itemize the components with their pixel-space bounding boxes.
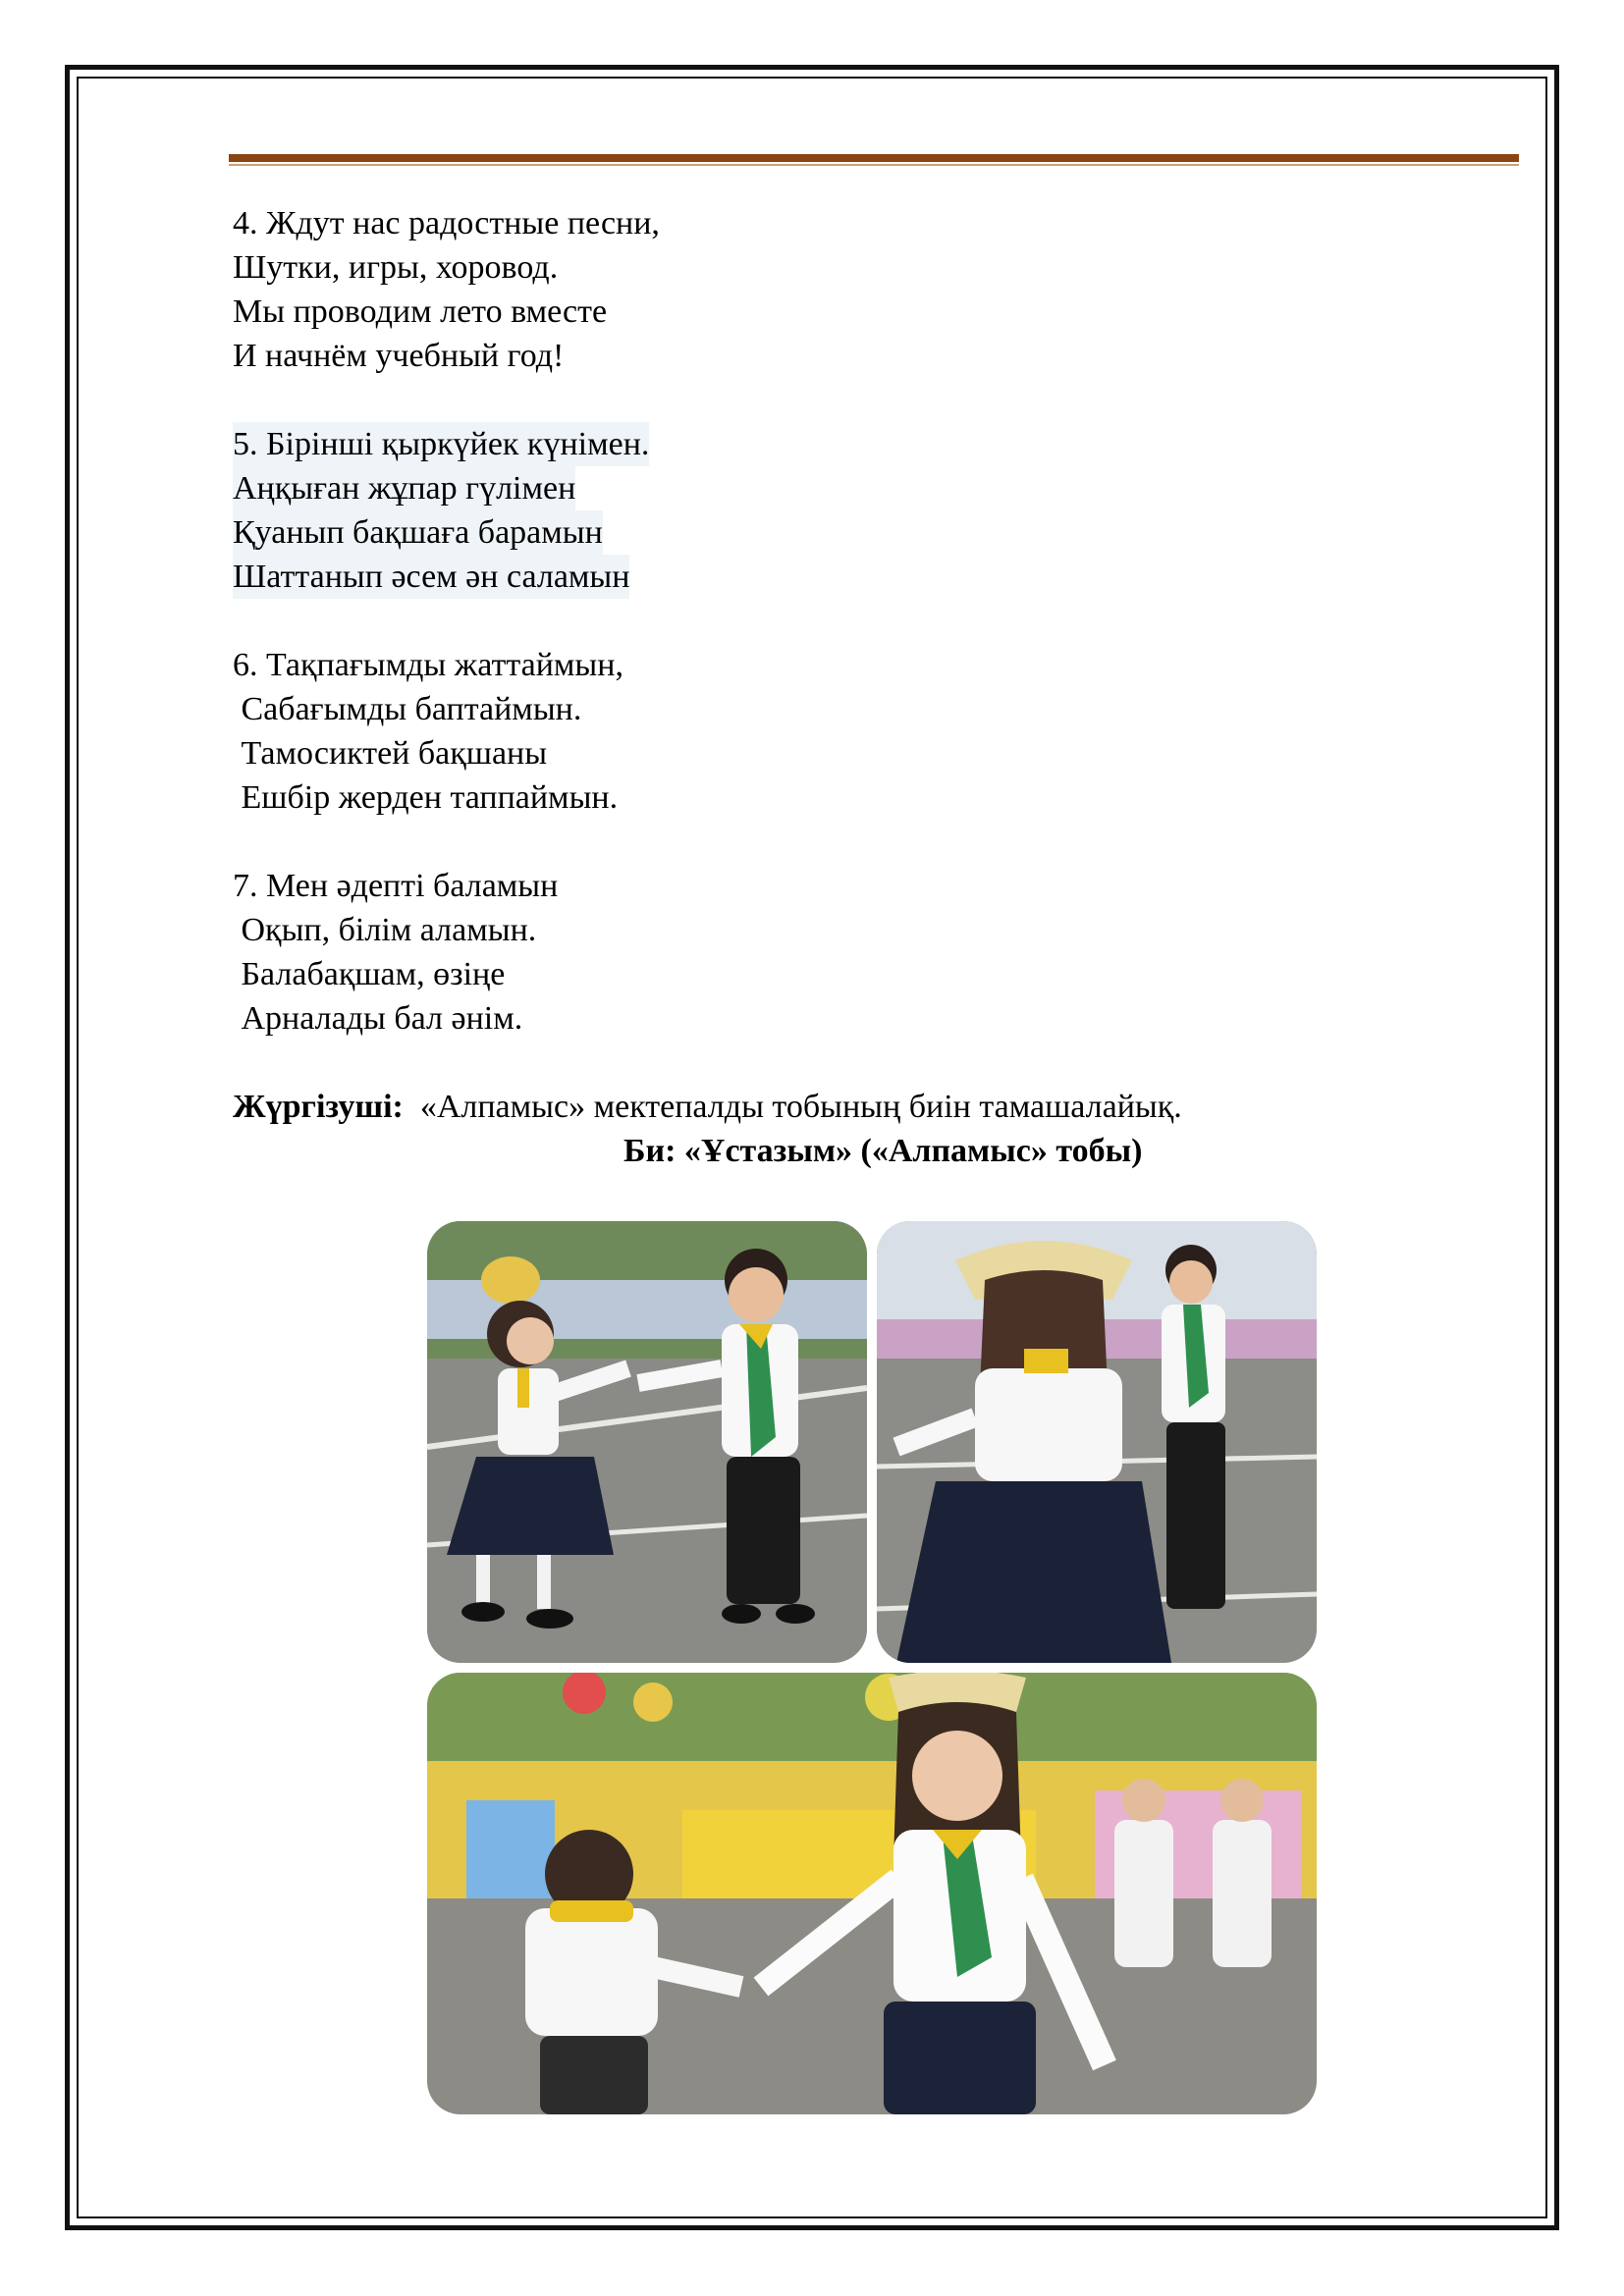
dance-photo-3 (427, 1673, 1317, 2114)
stanza-5 (233, 422, 1499, 599)
document-body (233, 201, 1499, 1173)
stanza-6 (233, 643, 1499, 820)
stanza-line: Балабақшам, өзіңе (233, 956, 506, 992)
header-rule (229, 154, 1519, 162)
stanza-line: 7. Мен әдепті баламын (233, 868, 559, 904)
stanza-line: Мы проводим лето вместе (233, 294, 608, 330)
stanza-4 (233, 201, 1499, 378)
stanza-line: Шутки, игры, хоровод. (233, 249, 559, 286)
stanza-line: 5. Бірінші қыркүйек күнімен. (233, 422, 649, 466)
stanza-line: Сабағымды баптаймын. (233, 691, 582, 727)
host-text: «Алпамыс» мектепалды тобының биін тамашалайық. (403, 1089, 1182, 1125)
stanza-line: Қуанып бақшаға барамын (233, 510, 603, 555)
stanza-line: Арналады бал әнім. (233, 1000, 523, 1037)
stanza-7 (233, 864, 1499, 1041)
stanza-line: Оқып, білім аламын. (233, 912, 537, 948)
stanza-line: И начнём учебный год! (233, 338, 565, 374)
stanza-line: Тамосиктей бақшаны (233, 735, 548, 772)
stanza-line: Ешбір жерден таппаймын. (233, 779, 619, 816)
host-announcement (233, 1085, 1499, 1173)
stanza-line: 4. Ждут нас радостные песни, (233, 205, 660, 241)
stanza-line: 6. Тақпағымды жаттаймын, (233, 647, 623, 683)
stanza-line: Аңқыған жұпар гүлімен (233, 466, 575, 510)
dance-photo-2 (877, 1221, 1317, 1663)
stanza-line: Шаттанып әсем ән саламын (233, 555, 629, 599)
host-label: Жүргізуші: (233, 1089, 404, 1125)
dance-title: Би: «Ұстазым» («Алпамыс» тобы) (623, 1133, 1143, 1169)
dance-photo-1 (427, 1221, 867, 1663)
